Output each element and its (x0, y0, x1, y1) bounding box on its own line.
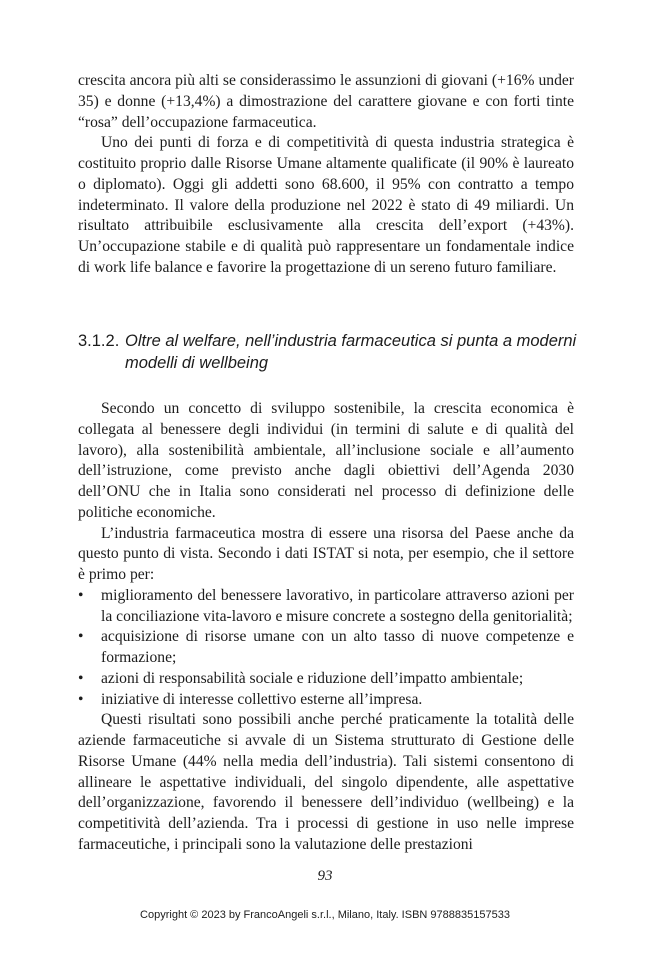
copyright-notice: Copyright © 2023 by FrancoAngeli s.r.l., Milano, Italy. ISBN 9788835157533 (140, 909, 510, 921)
section-heading (78, 330, 578, 374)
list-item-text: miglioramento del benessere lavorativo, in particolare attraverso azioni per la conciliazione vita-lavoro e misure concrete a sostegno della genitorialità; (101, 586, 574, 625)
paragraph: Secondo un concetto di sviluppo sostenibile, la crescita economica è collegata al benessere degli individui (in termini di salute e di qualità del lavoro), alla sostenibilità ambientale, all’inclusione sociale e all’aumento dell’istruzione, come previsto anche dagli obiettivi dell’Agenda 2030 dell’ONU che in Italia sono considerati nel processo di definizione delle politiche economiche. (78, 400, 574, 521)
list-item (78, 627, 574, 669)
list-item (78, 690, 574, 711)
list-item-text: acquisizione di risorse umane con un alto tasso di nuove competenze e formazione; (101, 628, 574, 666)
paragraph: crescita ancora più alti se considerassimo le assunzioni di giovani (+16% under 35) e donne (+13,4%) a dimostrazione del carattere giovane e con forti tinte “rosa” dell’occupazione farmaceutica. (78, 72, 574, 131)
section-number: 3.1.2. (78, 332, 120, 350)
bullet-marker: • (78, 669, 84, 687)
bullet-marker: • (78, 586, 84, 604)
section-title: Oltre al welfare, nell’industria farmaceutica si punta a moderni modelli di wellbeing (125, 332, 577, 372)
list-item (78, 586, 574, 628)
bullet-marker: • (78, 628, 84, 646)
bullet-marker: • (78, 690, 84, 708)
list-item-text: azioni di responsabilità sociale e riduzione dell’impatto ambientale; (101, 669, 524, 687)
list-item-text: iniziative di interesse collettivo esterne all’impresa. (101, 690, 423, 708)
paragraph: L’industria farmaceutica mostra di essere una risorsa del Paese anche da questo punto di vista. Secondo i dati ISTAT si nota, per esempio, che il settore è primo per: (78, 524, 574, 583)
section-text-block (78, 399, 574, 856)
list-item (78, 669, 574, 690)
bullet-list (78, 586, 574, 711)
paragraph: Questi risultati sono possibili anche perché praticamente la totalità delle aziende farmaceutiche si avvale di un Sistema strutturato di Gestione delle Risorse Umane (44% nella media dell’industria). Tali sistemi consentono di allineare le aspettative individuali, del singolo dipendente, alle aspettative dell’organizzazione, favorendo il benessere dell’individuo (wellbeing) e la competitività dell’azienda. Tra i processi di gestione in uso nelle imprese farmaceutiche, i principali sono la valutazione delle prestazioni (78, 711, 574, 853)
paragraph: Uno dei punti di forza e di competitività di questa industria strategica è costituito proprio dalle Risorse Umane altamente qualificate (il 90% è laureato o diplomato). Oggi gli addetti sono 68.600, il 95% con contratto a tempo indeterminato. Il valore della produzione nel 2022 è stato di 49 miliardi. Un risultato attribuibile esclusivamente alla crescita dell’export (+43%). Un’occupazione stabile e di qualità può rappresentare un fondamentale indice di work life balance e favorire la progettazione di un sereno futuro familiare. (78, 134, 574, 276)
top-text-block (78, 71, 574, 279)
page-number: 93 (317, 868, 333, 884)
